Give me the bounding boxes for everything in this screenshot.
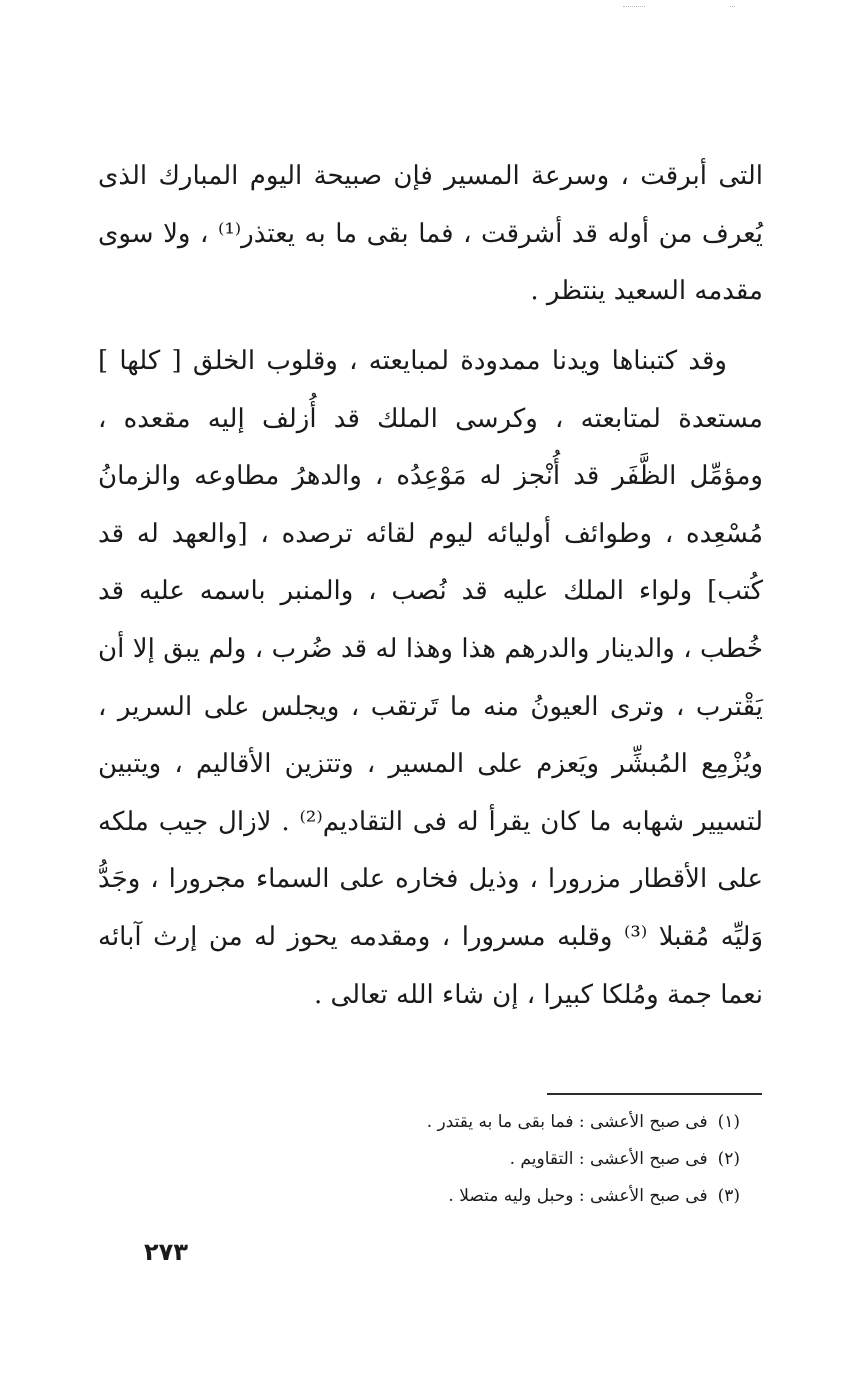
page-number: ٢٧٣	[144, 1238, 188, 1266]
footnote-number: (٢)	[717, 1149, 740, 1169]
footnote-divider	[547, 1093, 762, 1095]
footnotes-list	[300, 1104, 740, 1215]
footnote-item	[300, 1104, 740, 1141]
scan-speck	[730, 6, 735, 7]
footnote-number: (١)	[717, 1112, 740, 1132]
footnote-text: فى صبح الأعشى : وحبل وليه متصلا .	[448, 1186, 708, 1206]
footnote-number: (٣)	[717, 1186, 740, 1206]
body-paragraph-1: التى أبرقت ، وسرعة المسير فإن صبيحة اليوم المبارك الذى يُعرف من أوله قد أشرقت ، فما بقى ما به يعتذر⁽¹⁾ ، ولا سوى مقدمه السعيد ينتظر .	[98, 161, 763, 307]
footnote-text: فى صبح الأعشى : فما بقى ما به يقتدر .	[426, 1112, 708, 1132]
body-paragraph-2: وقد كتبناها ويدنا ممدودة لمبايعته ، وقلوب الخلق [ كلها ] مستعدة لمتابعته ، وكرسى الملك قد أُزلف إليه مقعده ، ومؤمِّل الظَّفَر قد أُنْجز له مَوْعِدُه ، والدهرُ مطاوعه والزمانُ مُسْعِده ، وطوائف أوليائه ليوم لقائه ترصده ، [والعهد له قد كُتب] ولواء الملك عليه قد نُصب ، والمنبر باسمه عليه قد خُطب ، والدينار والدرهم هذا وهذا له قد ضُرب ، ولم يبق إلا أن يَقْترب ، وترى العيونُ منه ما تَرتقب ، ويجلس على السرير ، ويُزْمِع المُبشِّر ويَعزم على المسير ، وتتزين الأقاليم ، ويتبين لتسيير شهابه ما كان يقرأ له فى التقاديم⁽²⁾ . لازال جيب ملكه على الأقطار مزرورا ، وذيل فخاره على السماء مجرورا ، وجَدُّ وَليِّه مُقبلا ⁽³⁾ وقلبه مسرورا ، ومقدمه يحوز له من إرث آبائه نعما جمة ومُلكا كبيرا ، إن شاء الله تعالى .	[98, 346, 763, 1010]
footnote-item	[300, 1178, 740, 1215]
scan-speck	[623, 6, 645, 7]
footnote-item	[300, 1141, 740, 1178]
footnote-text: فى صبح الأعشى : التقاويم .	[509, 1149, 708, 1169]
